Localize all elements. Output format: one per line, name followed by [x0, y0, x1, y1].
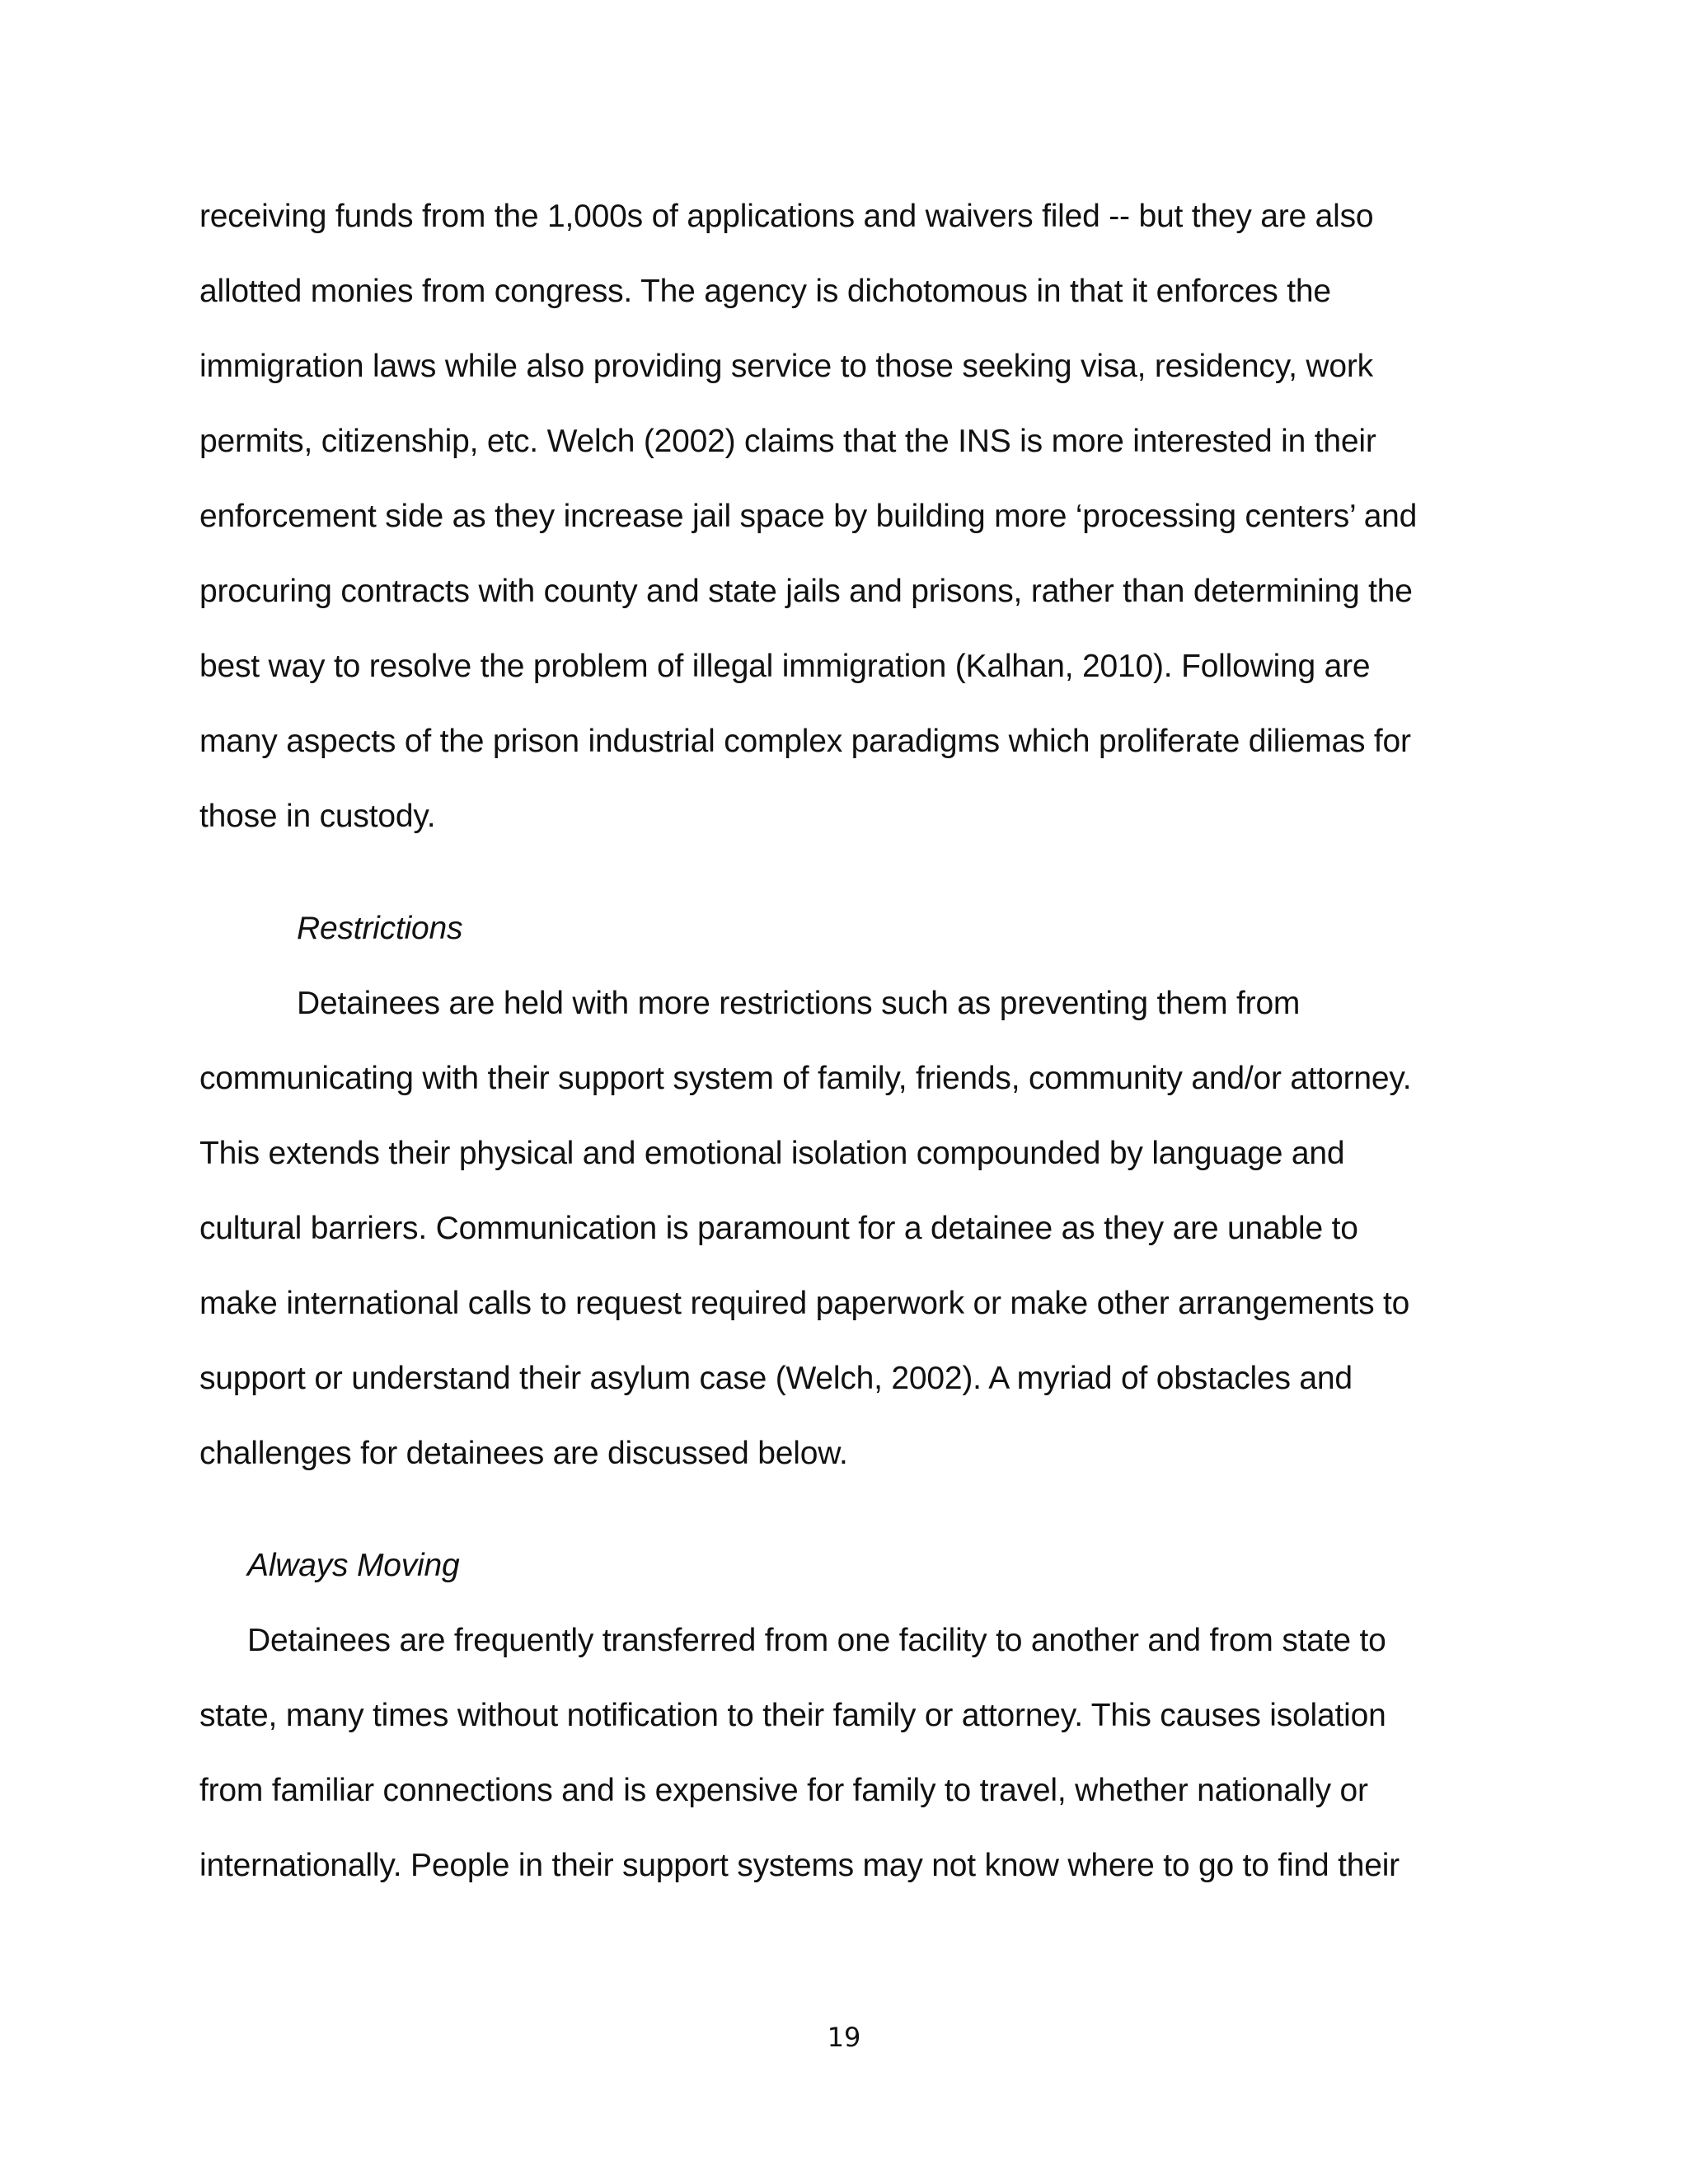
- text-line: state, many times without notification to their family or attorney. This causes isolation: [199, 1698, 1386, 1733]
- page-number: 19: [827, 2022, 861, 2053]
- text-line: those in custody.: [199, 799, 436, 834]
- text-line: cultural barriers. Communication is paramount for a detainee as they are unable to: [199, 1211, 1358, 1246]
- text-line: challenges for detainees are discussed below.: [199, 1436, 848, 1471]
- section-heading: Always Moving: [247, 1548, 460, 1583]
- text-line: receiving funds from the 1,000s of applications and waivers filed -- but they are also: [199, 199, 1374, 234]
- section-heading: Restrictions: [297, 911, 463, 946]
- text-line: make international calls to request required paperwork or make other arrangements to: [199, 1286, 1410, 1321]
- text-line: permits, citizenship, etc. Welch (2002) claims that the INS is more interested in their: [199, 424, 1376, 459]
- text-line: support or understand their asylum case (Welch, 2002). A myriad of obstacles and: [199, 1361, 1353, 1396]
- text-line: many aspects of the prison industrial complex paradigms which proliferate diliemas for: [199, 724, 1411, 759]
- text-line: internationally. People in their support systems may not know where to go to find their: [199, 1848, 1400, 1883]
- text-line: Detainees are held with more restrictions such as preventing them from: [297, 986, 1301, 1021]
- text-line: best way to resolve the problem of illegal immigration (Kalhan, 2010). Following are: [199, 649, 1371, 684]
- text-line: enforcement side as they increase jail space by building more ‘processing centers’ and: [199, 499, 1418, 534]
- text-line: allotted monies from congress. The agency is dichotomous in that it enforces the: [199, 274, 1331, 309]
- text-line: communicating with their support system of family, friends, community and/or attorney.: [199, 1061, 1412, 1096]
- text-line: This extends their physical and emotional isolation compounded by language and: [199, 1136, 1345, 1171]
- text-line: immigration laws while also providing service to those seeking visa, residency, work: [199, 349, 1373, 384]
- text-line: from familiar connections and is expensive for family to travel, whether nationally or: [199, 1773, 1368, 1808]
- text-line: procuring contracts with county and state jails and prisons, rather than determining the: [199, 574, 1413, 609]
- text-line: Detainees are frequently transferred from one facility to another and from state to: [247, 1623, 1386, 1658]
